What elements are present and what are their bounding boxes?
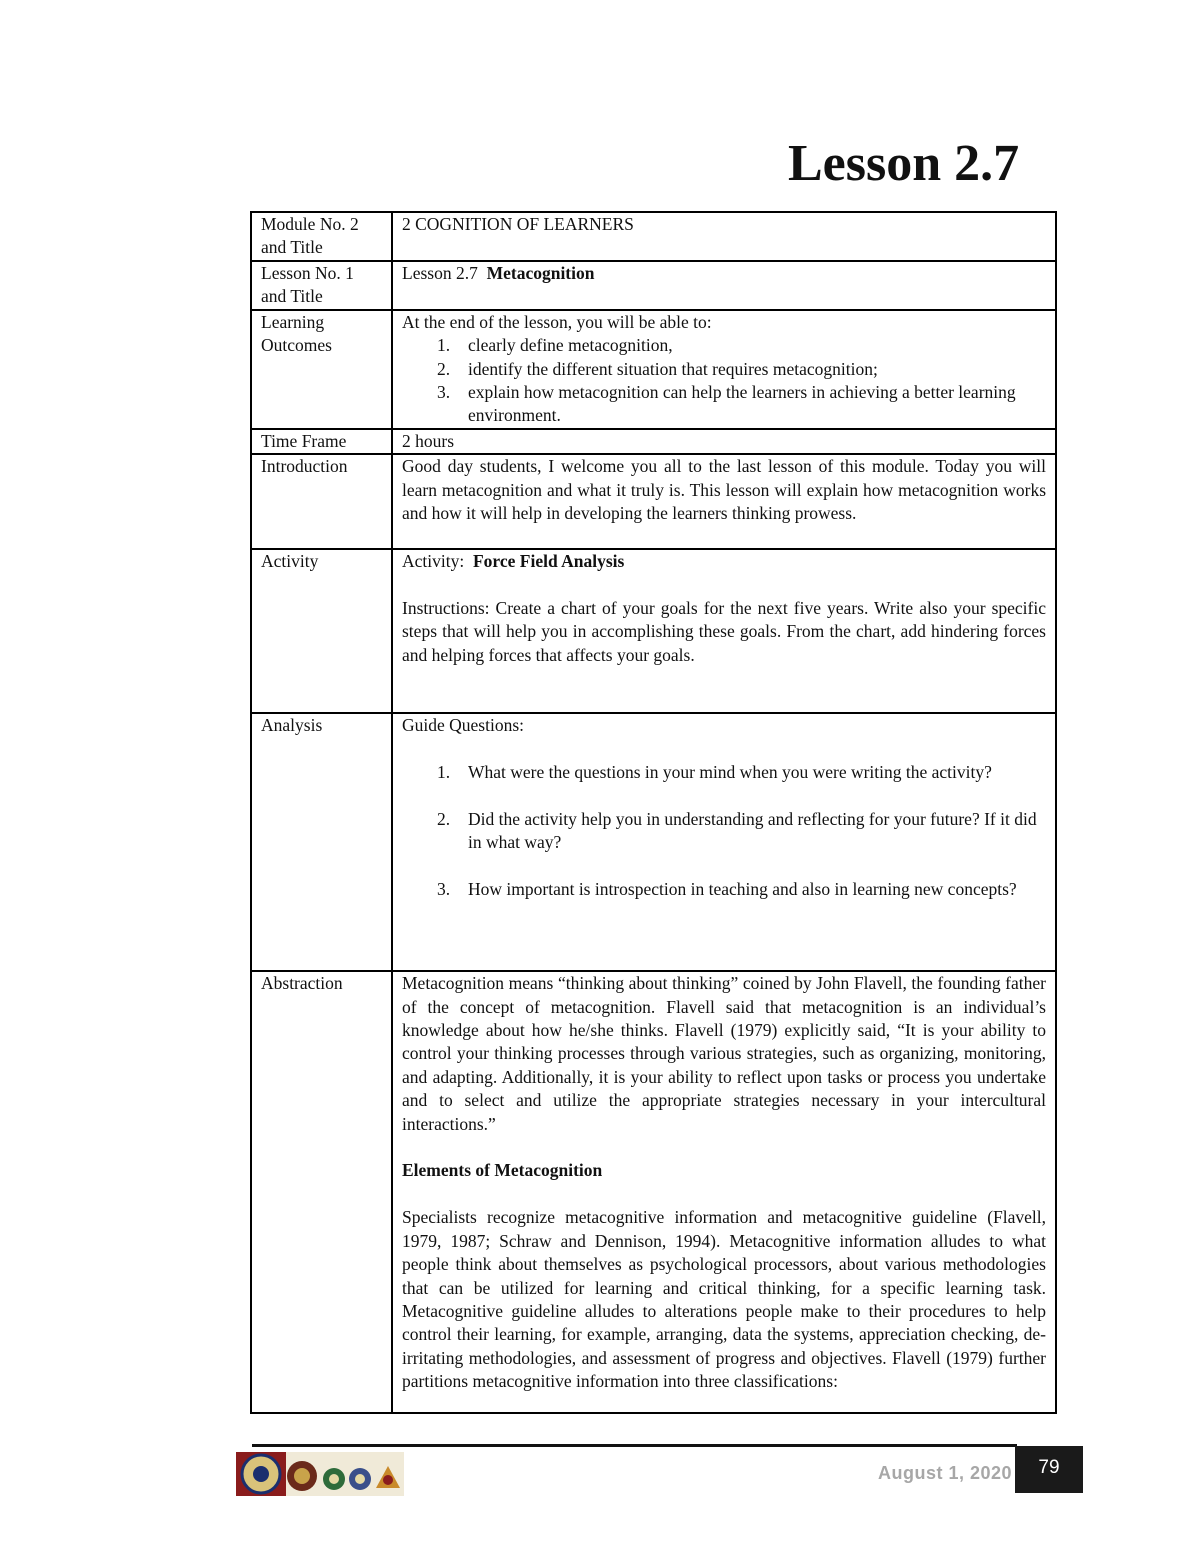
lesson-number: Lesson 2.7 — [402, 263, 478, 283]
activity-instructions: Instructions: Create a chart of your goals for the next five years. Write also your specific steps that will help you in accomplishing these goals. From the chart, add hindering forces and helping forces that affects your goals. — [402, 598, 1046, 665]
module-row — [251, 212, 1056, 261]
activity-row — [251, 549, 1056, 713]
lesson-heading: Lesson 2.7 — [788, 135, 1020, 192]
abstraction-paragraph-2: Specialists recognize metacognitive information and metacognitive guideline (Flavell, 1979, 1987; Schraw and Dennison, 1994). Metacognitive information alludes to what people think about themselves as psychological processors, about various methodologies that can be utilized for learning and critical thinking, for a specific learning task. Metacognitive guideline alludes to alterations people make to their procedures to help control their learning, for example, arranging, data the systems, appreciation checking, de-irritating methodologies, and assessment of progress and objectives. Flavell (1979) further partitions metacognitive information into three classifications: — [402, 1207, 1046, 1392]
analysis-row — [251, 713, 1056, 971]
analysis-label: Analysis — [251, 713, 392, 971]
activity-cell — [392, 549, 1056, 713]
elements-subheading: Elements of Metacognition — [402, 1160, 603, 1181]
item-text: Did the activity help you in understanding and reflecting for your future? If it did in what way? — [468, 808, 1037, 853]
item-text: How important is introspection in teaching and also in learning new concepts? — [468, 879, 1017, 900]
item-number: 2. — [437, 808, 451, 829]
item-number: 2. — [437, 358, 451, 379]
list-item — [402, 381, 1046, 428]
abstraction-cell — [392, 971, 1056, 1413]
item-text: explain how metacognition can help the learners in achieving a better learning environment. — [468, 382, 1016, 426]
institution-logos — [236, 1452, 404, 1496]
activity-prefix: Activity: — [402, 551, 465, 572]
activity-label: Activity — [251, 549, 392, 713]
module-label: Module No. 2 and Title — [251, 212, 392, 261]
guide-questions-list — [402, 761, 1046, 901]
abstraction-label: Abstraction — [251, 971, 392, 1413]
outcomes-list — [402, 334, 1046, 428]
page-number: 79 — [1015, 1446, 1083, 1493]
list-item — [402, 761, 1046, 784]
guide-questions-heading: Guide Questions: — [402, 715, 525, 736]
outcomes-intro: At the end of the lesson, you will be able to: — [402, 311, 712, 332]
activity-heading — [402, 550, 1046, 573]
list-item — [402, 334, 1046, 357]
lesson-row — [251, 261, 1056, 310]
activity-title: Force Field Analysis — [472, 551, 625, 572]
item-number: 1. — [437, 335, 451, 356]
analysis-cell — [392, 713, 1056, 971]
outcomes-cell — [392, 310, 1056, 429]
module-value: 2 COGNITION OF LEARNERS — [392, 212, 1056, 261]
abstraction-paragraph-1: Metacognition means “thinking about thinking” coined by John Flavell, the founding father of the concept of metacognition. Flavell said that metacognition is an individual’s knowledge about how he/she thinks. Flavell (1979) explicitly said, “It is your ability to control your thinking processes through various strategies, such as organizing, monitoring, and adapting. Additionally, it is your ability to reflect upon tasks or process you undertake and to select and utilize the appropriate strategies necessary in your intercultural interactions.” — [402, 973, 1046, 1134]
list-item — [402, 878, 1046, 901]
footer-date: August 1, 2020 — [878, 1463, 1013, 1483]
lesson-value — [392, 261, 1056, 310]
lesson-name: Metacognition — [486, 263, 595, 283]
item-number: 3. — [437, 382, 451, 403]
item-text: identify the different situation that requires metacognition; — [468, 358, 878, 379]
list-item — [402, 808, 1046, 855]
introduction-row — [251, 454, 1056, 549]
item-number: 1. — [437, 762, 451, 783]
item-text: clearly define metacognition, — [468, 335, 673, 356]
logo-strip-icon — [236, 1452, 404, 1496]
footer-rule — [252, 1444, 1017, 1447]
item-text: What were the questions in your mind when you were writing the activity? — [468, 762, 992, 783]
abstraction-row — [251, 971, 1056, 1413]
lesson-plan-table — [250, 211, 1057, 1414]
introduction-label: Introduction — [251, 454, 392, 549]
outcomes-row — [251, 310, 1056, 429]
item-number: 3. — [437, 879, 451, 900]
lesson-label: Lesson No. 1 and Title — [251, 261, 392, 310]
time-frame-label: Time Frame — [251, 429, 392, 454]
time-frame-row — [251, 429, 1056, 454]
introduction-text: Good day students, I welcome you all to the last lesson of this module. Today you will learn metacognition and what it truly is. This lesson will explain how metacognition works and how it will help in developing the learners thinking prowess. — [392, 454, 1056, 549]
time-frame-value: 2 hours — [392, 429, 1056, 454]
outcomes-label: Learning Outcomes — [251, 310, 392, 429]
list-item — [402, 358, 1046, 381]
